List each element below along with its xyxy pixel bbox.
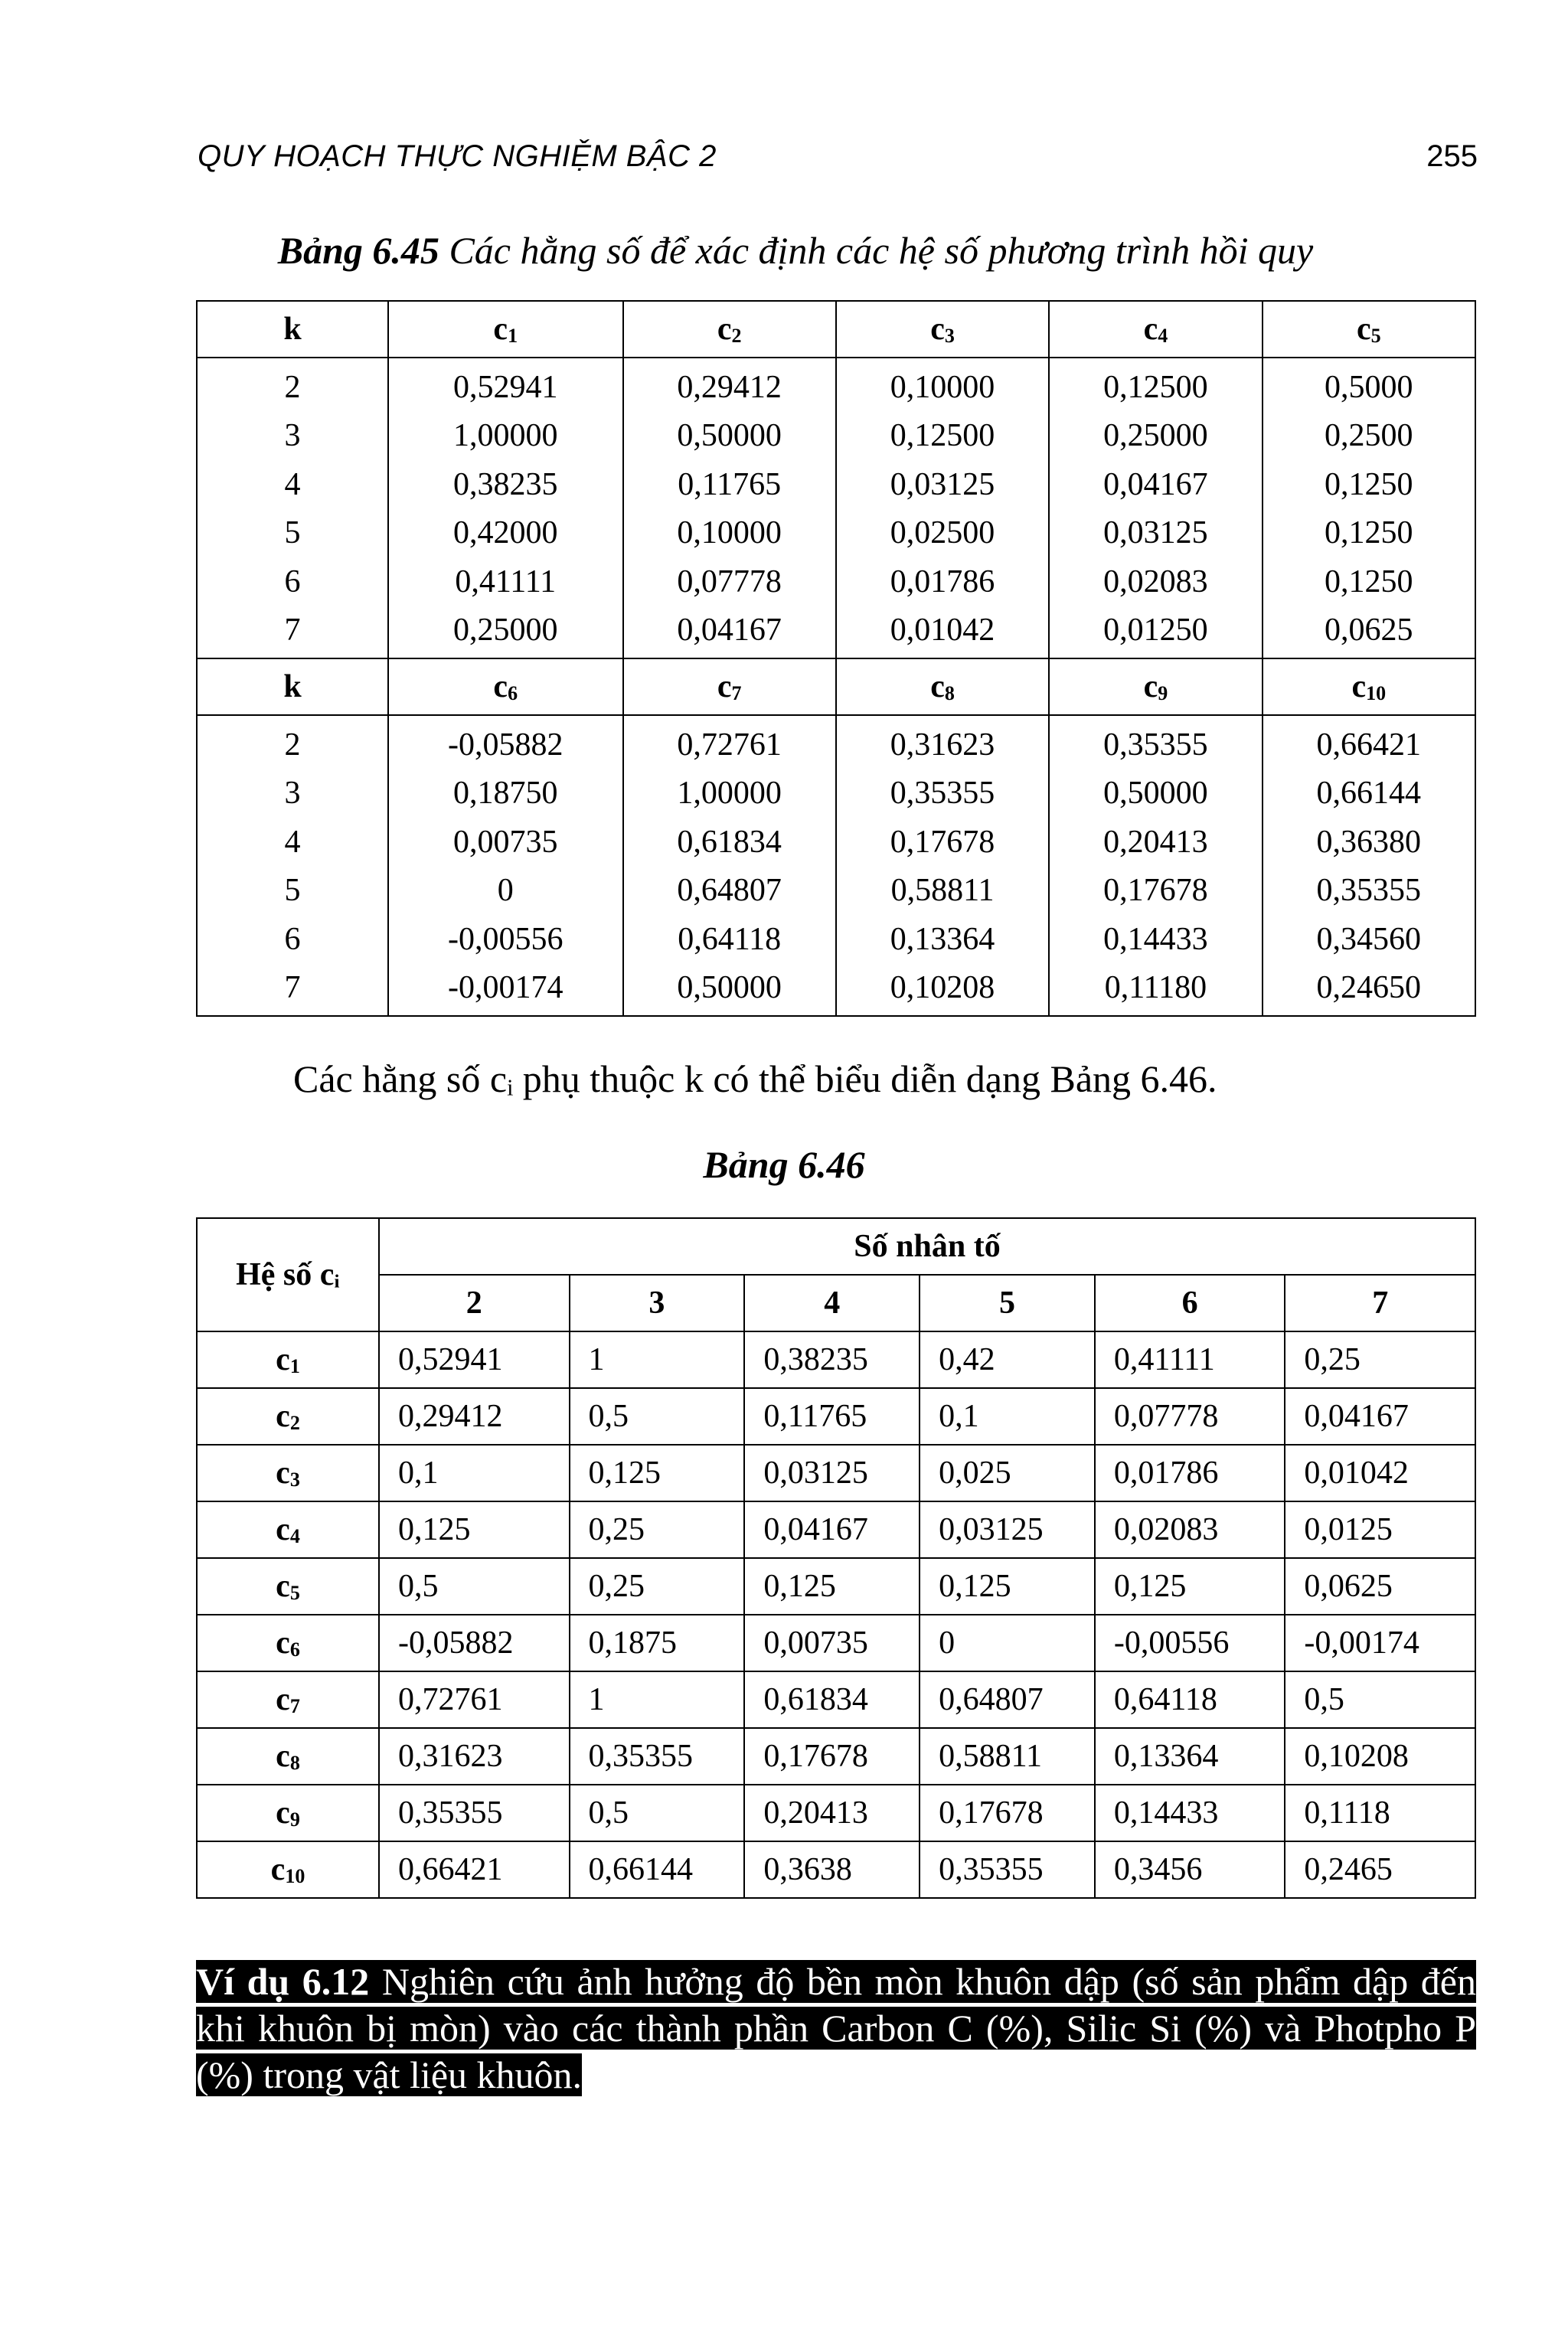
coef-header: Hệ số cᵢ xyxy=(197,1218,379,1331)
value-cell: 0,12500 xyxy=(836,412,1049,461)
value-cell: 0,00735 xyxy=(744,1615,920,1671)
column-header-c5: $c_5$ xyxy=(1263,301,1475,358)
column-header-c8: $c_8$ xyxy=(836,658,1049,715)
example-text: Nghiên cứu ảnh hưởng độ bền mòn khuôn dập (số sản phẩm dập đến khi khuôn bị mòn) vào các thành phần Carbon C (%), Silic Si (%) và Photpho P (%) trong vật liệu khuôn. xyxy=(196,1960,1476,2096)
value-cell: 0,31623 xyxy=(836,715,1049,769)
value-cell: 0,03125 xyxy=(836,460,1049,509)
value-cell: 0,64118 xyxy=(623,915,836,964)
k-cell: 3 xyxy=(197,769,388,818)
table-646-body xyxy=(197,1331,1475,1898)
value-cell: 0,64807 xyxy=(623,867,836,916)
table-row xyxy=(197,715,1475,769)
value-cell: 0,01042 xyxy=(1285,1445,1475,1501)
table-row xyxy=(197,460,1475,509)
value-cell: 0,25 xyxy=(570,1558,745,1615)
value-cell: 0,35355 xyxy=(836,769,1049,818)
table-row xyxy=(197,1558,1475,1615)
value-cell: 0,1 xyxy=(920,1388,1095,1445)
column-header-c6: $c_6$ xyxy=(388,658,623,715)
value-cell: 0,2500 xyxy=(1263,412,1475,461)
value-cell: 0,34560 xyxy=(1263,915,1475,964)
column-header-k: k xyxy=(197,658,388,715)
column-header-c2: $c_2$ xyxy=(623,301,836,358)
value-cell: 0,50000 xyxy=(623,964,836,1017)
example-label: Ví dụ 6.12 xyxy=(196,1960,370,2003)
value-cell: 0,04167 xyxy=(623,606,836,659)
factor-count-header: 2 xyxy=(379,1275,570,1331)
value-cell: 0,5 xyxy=(570,1785,745,1841)
value-cell: 0,125 xyxy=(379,1501,570,1558)
value-cell: 0,10208 xyxy=(1285,1728,1475,1785)
value-cell: 0,72761 xyxy=(379,1671,570,1728)
k-cell: 7 xyxy=(197,964,388,1017)
k-cell: 6 xyxy=(197,557,388,606)
value-cell: 0,36380 xyxy=(1263,818,1475,867)
value-cell: 0,125 xyxy=(570,1445,745,1501)
value-cell: 0,01786 xyxy=(836,557,1049,606)
factor-values-row xyxy=(197,1275,1475,1331)
coefficient-label: $c_3$ xyxy=(197,1445,379,1501)
example-highlight xyxy=(196,1960,1476,2096)
value-cell: 0,66421 xyxy=(1263,715,1475,769)
value-cell: 1,00000 xyxy=(388,412,623,461)
value-cell: 0,29412 xyxy=(623,358,836,412)
value-cell: 0,00735 xyxy=(388,818,623,867)
value-cell: 0,04167 xyxy=(744,1501,920,1558)
value-cell: 0,31623 xyxy=(379,1728,570,1785)
column-header-c7: $c_7$ xyxy=(623,658,836,715)
value-cell: 0,10000 xyxy=(836,358,1049,412)
value-cell: 0,025 xyxy=(920,1445,1095,1501)
k-cell: 5 xyxy=(197,509,388,558)
value-cell: 0,35355 xyxy=(1263,867,1475,916)
value-cell: 0,125 xyxy=(1095,1558,1285,1615)
value-cell: 0,58811 xyxy=(920,1728,1095,1785)
value-cell: 0,61834 xyxy=(744,1671,920,1728)
factor-count-header: 4 xyxy=(744,1275,920,1331)
value-cell: 0,01250 xyxy=(1049,606,1262,659)
coefficient-label: $c_{10}$ xyxy=(197,1841,379,1898)
k-cell: 6 xyxy=(197,915,388,964)
value-cell: 0,64807 xyxy=(920,1671,1095,1728)
value-cell: 0,18750 xyxy=(388,769,623,818)
value-cell: 0,35355 xyxy=(1049,715,1262,769)
value-cell: -0,00174 xyxy=(1285,1615,1475,1671)
table-645-caption xyxy=(0,228,1568,273)
value-cell: 0,25000 xyxy=(388,606,623,659)
paragraph-text: Các hằng số cᵢ phụ thuộc k có thể biểu diễn dạng Bảng 6.46. xyxy=(293,1057,1217,1100)
value-cell: 0,58811 xyxy=(836,867,1049,916)
table-row xyxy=(197,509,1475,558)
value-cell: 0,17678 xyxy=(836,818,1049,867)
table-645-header-row xyxy=(197,301,1475,358)
coefficient-label: $c_9$ xyxy=(197,1785,379,1841)
value-cell: 0,20413 xyxy=(1049,818,1262,867)
table-645-header-row xyxy=(197,658,1475,715)
running-header-title: QUY HOẠCH THỰC NGHIỆM BẬC 2 xyxy=(198,139,717,173)
value-cell: 0,17678 xyxy=(1049,867,1262,916)
coefficient-label: $c_8$ xyxy=(197,1728,379,1785)
value-cell: 0,52941 xyxy=(388,358,623,412)
column-header-c9: $c_9$ xyxy=(1049,658,1262,715)
value-cell: 0,1250 xyxy=(1263,509,1475,558)
value-cell: 0,12500 xyxy=(1049,358,1262,412)
table-row xyxy=(197,915,1475,964)
coefficient-label: $c_6$ xyxy=(197,1615,379,1671)
value-cell: -0,00174 xyxy=(388,964,623,1017)
value-cell: 0,02083 xyxy=(1049,557,1262,606)
value-cell: 0,66421 xyxy=(379,1841,570,1898)
value-cell: 0,29412 xyxy=(379,1388,570,1445)
value-cell: 0,10208 xyxy=(836,964,1049,1017)
coefficient-label: $c_7$ xyxy=(197,1671,379,1728)
k-cell: 7 xyxy=(197,606,388,659)
value-cell: 0,13364 xyxy=(1095,1728,1285,1785)
value-cell: 0,61834 xyxy=(623,818,836,867)
value-cell: 0,01042 xyxy=(836,606,1049,659)
value-cell: 0,01786 xyxy=(1095,1445,1285,1501)
value-cell: 0,17678 xyxy=(744,1728,920,1785)
value-cell: 0,0125 xyxy=(1285,1501,1475,1558)
value-cell: 0,50000 xyxy=(623,412,836,461)
value-cell: 0,25 xyxy=(1285,1331,1475,1388)
table-row xyxy=(197,1841,1475,1898)
value-cell: 0,35355 xyxy=(570,1728,745,1785)
value-cell: 1,00000 xyxy=(623,769,836,818)
table-row xyxy=(197,1615,1475,1671)
k-cell: 4 xyxy=(197,460,388,509)
value-cell: 0,03125 xyxy=(920,1501,1095,1558)
column-header-c10: $c_{10}$ xyxy=(1263,658,1475,715)
coefficient-label: $c_1$ xyxy=(197,1331,379,1388)
value-cell: 0,17678 xyxy=(920,1785,1095,1841)
value-cell: 0,3638 xyxy=(744,1841,920,1898)
value-cell: 0,02083 xyxy=(1095,1501,1285,1558)
value-cell: 0,125 xyxy=(920,1558,1095,1615)
value-cell: 0,5 xyxy=(570,1388,745,1445)
value-cell: 1 xyxy=(570,1331,745,1388)
value-cell: 0,38235 xyxy=(744,1331,920,1388)
value-cell: 0,52941 xyxy=(379,1331,570,1388)
value-cell: 0 xyxy=(388,867,623,916)
value-cell: 0,20413 xyxy=(744,1785,920,1841)
value-cell: 0,1118 xyxy=(1285,1785,1475,1841)
value-cell: 0,3456 xyxy=(1095,1841,1285,1898)
value-cell: 0,5000 xyxy=(1263,358,1475,412)
table-row xyxy=(197,1785,1475,1841)
column-header-c3: $c_3$ xyxy=(836,301,1049,358)
value-cell: 0,0625 xyxy=(1263,606,1475,659)
value-cell: 0,07778 xyxy=(623,557,836,606)
value-cell: 0,07778 xyxy=(1095,1388,1285,1445)
table-row xyxy=(197,1671,1475,1728)
table-row xyxy=(197,557,1475,606)
table-row xyxy=(197,867,1475,916)
value-cell: 1 xyxy=(570,1671,745,1728)
value-cell: 0,04167 xyxy=(1049,460,1262,509)
table-row xyxy=(197,412,1475,461)
value-cell: 0,35355 xyxy=(920,1841,1095,1898)
value-cell: 0,13364 xyxy=(836,915,1049,964)
coefficient-label: $c_4$ xyxy=(197,1501,379,1558)
table-645-caption-label: Bảng 6.45 xyxy=(277,229,439,272)
k-cell: 5 xyxy=(197,867,388,916)
value-cell: 0,1875 xyxy=(570,1615,745,1671)
value-cell: 0,2465 xyxy=(1285,1841,1475,1898)
value-cell: 0,41111 xyxy=(388,557,623,606)
value-cell: -0,05882 xyxy=(379,1615,570,1671)
table-645-caption-text: Các hằng số để xác định các hệ số phương trình hồi quy xyxy=(439,229,1314,272)
value-cell: 0,11765 xyxy=(623,460,836,509)
factor-header: Số nhân tố xyxy=(379,1218,1475,1275)
value-cell: 0,24650 xyxy=(1263,964,1475,1017)
table-row xyxy=(197,358,1475,412)
value-cell: 0,11180 xyxy=(1049,964,1262,1017)
value-cell: 0,5 xyxy=(1285,1671,1475,1728)
value-cell: 0,1250 xyxy=(1263,557,1475,606)
table-row xyxy=(197,1388,1475,1445)
k-cell: 2 xyxy=(197,358,388,412)
value-cell: 0,02500 xyxy=(836,509,1049,558)
value-cell: 0,04167 xyxy=(1285,1388,1475,1445)
table-645-body xyxy=(197,301,1475,1016)
value-cell: -0,05882 xyxy=(388,715,623,769)
table-row xyxy=(197,606,1475,659)
factor-count-header: 5 xyxy=(920,1275,1095,1331)
value-cell: 0,72761 xyxy=(623,715,836,769)
value-cell: -0,00556 xyxy=(388,915,623,964)
table-646-caption: Bảng 6.46 xyxy=(703,1143,865,1186)
value-cell: 0,125 xyxy=(744,1558,920,1615)
coefficient-label: $c_2$ xyxy=(197,1388,379,1445)
value-cell: 0,0625 xyxy=(1285,1558,1475,1615)
factor-count-header: 7 xyxy=(1285,1275,1475,1331)
example-paragraph xyxy=(196,1958,1476,2099)
table-row xyxy=(197,964,1475,1017)
page-number: 255 xyxy=(1426,139,1478,173)
column-header-c1: $c_1$ xyxy=(388,301,623,358)
table-645 xyxy=(196,300,1476,1017)
value-cell: 0,5 xyxy=(379,1558,570,1615)
value-cell: 0,03125 xyxy=(744,1445,920,1501)
column-header-k: k xyxy=(197,301,388,358)
k-cell: 2 xyxy=(197,715,388,769)
value-cell: 0,64118 xyxy=(1095,1671,1285,1728)
coefficient-label: $c_5$ xyxy=(197,1558,379,1615)
k-cell: 4 xyxy=(197,818,388,867)
value-cell: 0,10000 xyxy=(623,509,836,558)
table-row xyxy=(197,769,1475,818)
factor-count-header: 6 xyxy=(1095,1275,1285,1331)
value-cell: 0,25 xyxy=(570,1501,745,1558)
table-646 xyxy=(196,1217,1476,1899)
value-cell: 0,14433 xyxy=(1095,1785,1285,1841)
column-header-c4: $c_4$ xyxy=(1049,301,1262,358)
table-row xyxy=(197,818,1475,867)
value-cell: 0,66144 xyxy=(1263,769,1475,818)
factor-count-header: 3 xyxy=(570,1275,745,1331)
value-cell: 0,1250 xyxy=(1263,460,1475,509)
value-cell: 0,50000 xyxy=(1049,769,1262,818)
table-row xyxy=(197,1728,1475,1785)
value-cell: 0,66144 xyxy=(570,1841,745,1898)
table-row xyxy=(197,1331,1475,1388)
value-cell: 0,41111 xyxy=(1095,1331,1285,1388)
value-cell: -0,00556 xyxy=(1095,1615,1285,1671)
table-row xyxy=(197,1501,1475,1558)
value-cell: 0,35355 xyxy=(379,1785,570,1841)
value-cell: 0,14433 xyxy=(1049,915,1262,964)
k-cell: 3 xyxy=(197,412,388,461)
value-cell: 0,03125 xyxy=(1049,509,1262,558)
value-cell: 0,42000 xyxy=(388,509,623,558)
value-cell: 0,38235 xyxy=(388,460,623,509)
value-cell: 0 xyxy=(920,1615,1095,1671)
value-cell: 0,25000 xyxy=(1049,412,1262,461)
value-cell: 0,42 xyxy=(920,1331,1095,1388)
value-cell: 0,11765 xyxy=(744,1388,920,1445)
value-cell: 0,1 xyxy=(379,1445,570,1501)
table-row xyxy=(197,1445,1475,1501)
